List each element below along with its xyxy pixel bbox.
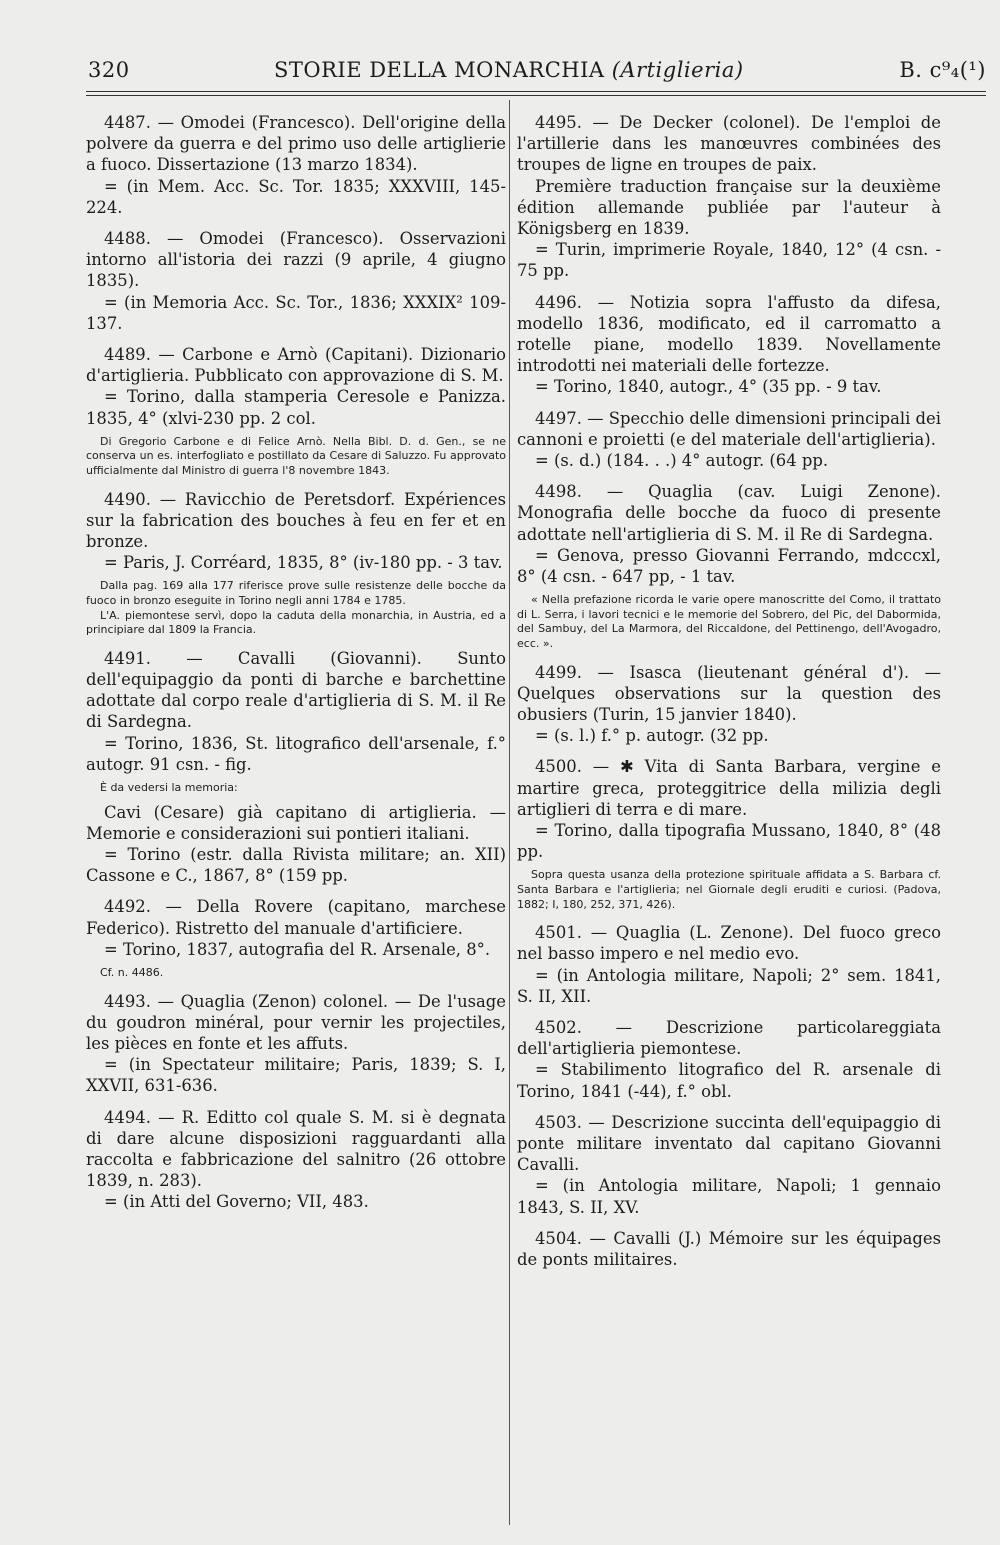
entry-imprint: = (in Spectateur militaire; Paris, 1839; S. I, XXVII, 631-636. [86, 1055, 506, 1096]
entry-4493 [86, 991, 506, 1097]
related-reference-line: = Torino (estr. dalla Rivista militare; an. XII) Cassone e C., 1867, 8° (159 pp. [86, 845, 506, 886]
entry-4504 [517, 1228, 941, 1270]
entry-4487 [86, 112, 506, 218]
entry-4488 [86, 228, 506, 334]
note-paragraph: « Nella prefazione ricorda le varie opere manoscritte del Como, il trattato di L. Serra, i lavori tecnici e le memorie del Sobrero, del Pic, del Dabormida, del Sambuy, del La Marmora, del Riccaldone, del Pettinengo, dell'Avogadro, ecc. ». [517, 593, 941, 651]
note-paragraph: Dalla pag. 169 alla 177 riferisce prove sulle resistenze delle bocche da fuoco in bronzo eseguite in Torino negli anni 1784 e 1785. [86, 579, 506, 608]
left-column [86, 112, 506, 1223]
entry-imprint: = (in Mem. Acc. Sc. Tor. 1835; XXXVIII, 145-224. [86, 176, 506, 217]
entry-description: 4493. — Quaglia (Zenon) colonel. — De l'usage du goudron minéral, pour vernir les projectiles, les pièces en fonte et les affuts. [86, 991, 506, 1054]
note-paragraph: Cf. n. 4486. [100, 966, 164, 980]
entry-4499 [517, 662, 941, 747]
right-column [517, 112, 941, 1280]
entry-description: 4494. — R. Editto col quale S. M. si è degnata di dare alcune disposizioni ragguardanti alla raccolta e fabbricazione del salnitro (26 ottobre 1839, n. 283). [86, 1107, 506, 1191]
entry-imprint: = Genova, presso Giovanni Ferrando, mdcccxl, 8° (4 csn. - 647 pp, - 1 tav. [517, 545, 941, 587]
header-rule [86, 91, 986, 92]
entry-note [517, 868, 941, 912]
entry-4501 [517, 922, 941, 1007]
entry-imprint: = (s. d.) (184. . .) 4° autogr. (64 pp. [535, 451, 829, 471]
entry-4494 [86, 1107, 506, 1213]
entry-description: 4496. — Notizia sopra l'affusto da difesa, modello 1836, modificato, ed il carromatto a rotelle piane, modello 1839. Novellamente introdotti nei materiali delle fortezze. [517, 292, 941, 376]
related-reference-line: Cavi (Cesare) già capitano di artiglieria. — Memorie e considerazioni sui pontieri italiani. [86, 802, 506, 843]
entry-description: 4495. — De Decker (colonel). De l'emploi de l'artillerie dans les manœuvres combinées des troupes de ligne en troupes de paix. [517, 113, 941, 175]
entry-imprint: Première traduction française sur la deuxième édition allemande publiée par l'auteur à Königsberg en 1839. [517, 176, 941, 239]
entry-note [86, 781, 506, 796]
note-paragraph: Sopra questa usanza della protezione spirituale affidata a S. Barbara cf. Santa Barbara e l'artiglieria; nel Giornale degli eruditi e curiosi. (Padova, 1882; I, 180, 252, 371, 426). [517, 868, 941, 911]
entry-description: 4502. — Descrizione particolareggiata dell'artiglieria piemontese. [517, 1018, 941, 1059]
page-number: 320 [88, 58, 130, 82]
entry-imprint: = Torino, 1840, autogr., 4° (35 pp. - 9 tav. [535, 377, 882, 397]
entry-4495 [517, 112, 941, 282]
entry-note [86, 435, 506, 479]
entry-description: 4497. — Specchio delle dimensioni principali dei cannoni e proietti (e del materiale dell'artiglieria). [517, 408, 941, 449]
entry-imprint: = Torino, dalla stamperia Ceresole e Panizza. 1835, 4° (xlvi-230 pp. 2 col. [86, 387, 506, 428]
entry-imprint: = (in Antologia militare, Napoli; 2° sem. 1841, S. II, XII. [517, 965, 941, 1006]
entry-4489 [86, 344, 506, 479]
entry-4498 [517, 481, 941, 651]
note-paragraph: L'A. piemontese servì, dopo la caduta della monarchia, in Austria, ed a principiare dal 1809 la Francia. [86, 608, 506, 637]
entry-4491 [86, 648, 506, 887]
entry-4503 [517, 1112, 941, 1218]
running-title [274, 58, 744, 82]
entry-imprint: = (in Antologia militare, Napoli; 1 gennaio 1843, S. II, XV. [517, 1176, 941, 1217]
entry-4492 [86, 896, 506, 980]
note-paragraph: Di Gregorio Carbone e di Felice Arnò. Nella Bibl. D. d. Gen., se ne conserva un es. interfogliato e postillato da Cesare di Saluzzo. Fu approvato ufficialmente dal Ministro di guerra l'8 novembre 1843. [86, 434, 506, 478]
related-reference [86, 802, 506, 887]
entry-imprint: = (s. l.) f.° p. autogr. (32 pp. [535, 726, 769, 746]
running-title-main: STORIE DELLA MONARCHIA [274, 58, 612, 82]
entry-imprint: = Torino, 1837, autografia del R. Arsenale, 8°. [104, 939, 491, 959]
entry-imprint: = (in Atti del Governo; VII, 483. [104, 1192, 369, 1212]
note-paragraph: È da vedersi la memoria: [100, 781, 238, 795]
entry-description: 4490. — Ravicchio de Peretsdorf. Expériences sur la fabrication des bouches à feu en fer et en bronze. [86, 489, 506, 552]
entry-imprint: = Torino, 1836, St. litografico dell'arsenale, f.° autogr. 91 csn. - fig. [86, 733, 506, 774]
entry-description: 4498. — Quaglia (cav. Luigi Zenone). Monografia delle bocche da fuoco di presente adottate nell'artiglieria di S. M. il Re di Sardegna. [517, 482, 941, 544]
entry-imprint: = Torino, dalla tipografia Mussano, 1840, 8° (48 pp. [517, 821, 941, 862]
entry-description: 4487. — Omodei (Francesco). Dell'origine della polvere da guerra e del primo uso delle artiglierie a fuoco. Dissertazione (13 marzo 1834). [86, 113, 506, 175]
signature-mark: B. c⁹₄(¹) [899, 58, 986, 82]
page-header [84, 58, 990, 88]
entry-description: 4489. — Carbone e Arnò (Capitani). Dizionario d'artiglieria. Pubblicato con approvazione di S. M. [86, 345, 506, 386]
entry-note [86, 966, 506, 981]
entry-imprint: = Stabilimento litografico del R. arsenale di Torino, 1841 (-44), f.° obl. [517, 1060, 941, 1101]
entry-4500 [517, 756, 941, 912]
entry-imprint: = Turin, imprimerie Royale, 1840, 12° (4 csn. - 75 pp. [517, 240, 941, 281]
entry-description: 4504. — Cavalli (J.) Mémoire sur les équipages de ponts militaires. [517, 1228, 941, 1270]
entry-imprint: = (in Memoria Acc. Sc. Tor., 1836; XXXIX² 109-137. [86, 292, 506, 333]
column-divider [509, 100, 510, 1525]
running-title-italic: (Artiglieria) [611, 58, 744, 82]
entry-description: 4491. — Cavalli (Giovanni). Sunto dell'equipaggio da ponti di barche e barchettine adottate dal corpo reale d'artiglieria di S. M. il Re di Sardegna. [86, 648, 506, 732]
entry-4496 [517, 292, 941, 398]
entry-4502 [517, 1017, 941, 1102]
entry-description: 4499. — Isasca (lieutenant général d'). — Quelques observations sur la question des obusiers (Turin, 15 janvier 1840). [517, 662, 941, 725]
header-rule-double [86, 95, 986, 96]
entry-description: 4503. — Descrizione succinta dell'equipaggio di ponte militare inventato dal capitano Giovanni Cavalli. [517, 1112, 941, 1175]
entry-description: 4492. — Della Rovere (capitano, marchese Federico). Ristretto del manuale d'artificiere. [86, 897, 506, 938]
entry-description: 4501. — Quaglia (L. Zenone). Del fuoco greco nel basso impero e nel medio evo. [517, 923, 941, 964]
entry-4497 [517, 408, 941, 472]
entry-note [517, 593, 941, 651]
entry-description: 4488. — Omodei (Francesco). Osservazioni intorno all'istoria dei razzi (9 aprile, 4 giugno 1835). [86, 229, 506, 291]
entry-description: 4500. — ✱ Vita di Santa Barbara, vergine e martire greca, proteggitrice della milizia degli artiglieri di terra e di mare. [517, 757, 941, 819]
entry-imprint: = Paris, J. Corréard, 1835, 8° (iv-180 pp. - 3 tav. [104, 553, 503, 573]
entry-note [86, 579, 506, 637]
entry-4490 [86, 489, 506, 638]
